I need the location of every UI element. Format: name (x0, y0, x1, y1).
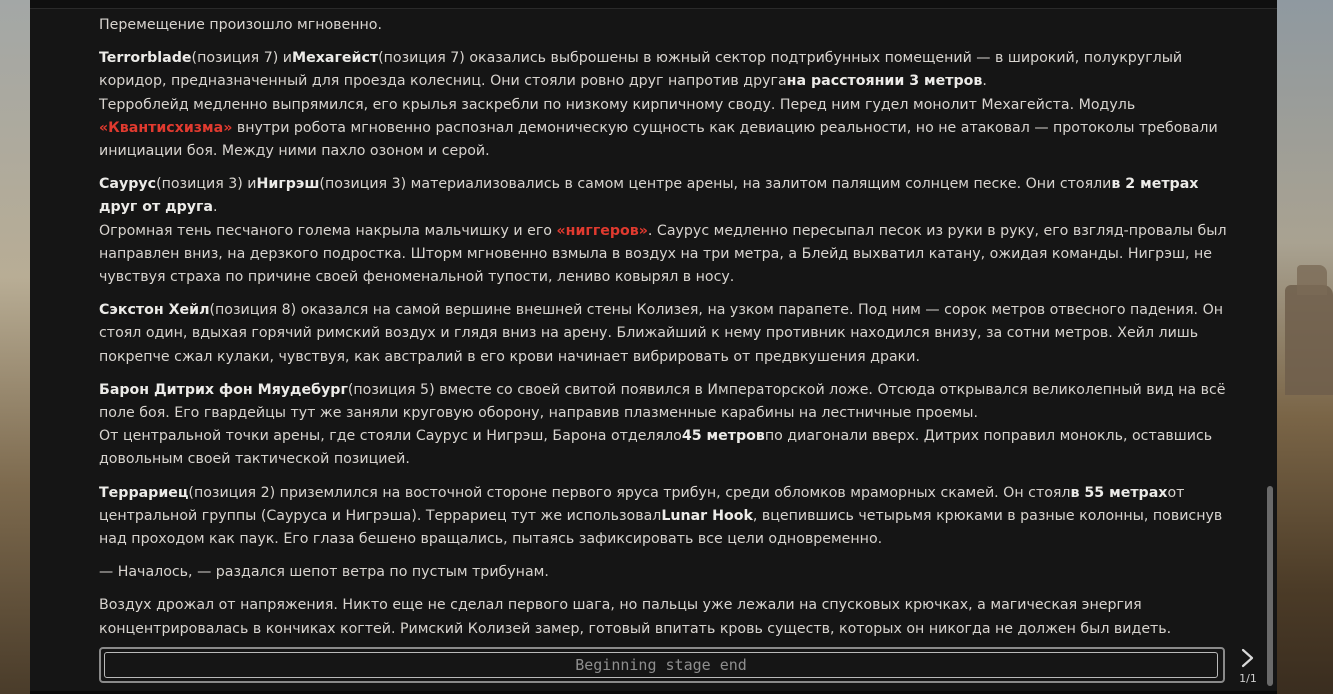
distance: в 2 метрах друг от друга (99, 176, 1199, 216)
chevron-right-icon (1239, 648, 1255, 668)
chat-panel (30, 0, 1277, 694)
scrollbar-thumb[interactable] (1267, 486, 1273, 686)
paragraph-6: — Началось, — раздался шепот ветра по пустым трибунам. (99, 564, 549, 581)
highlight-term: «ниггеров» (556, 222, 648, 239)
character-name: Террариец (99, 484, 189, 501)
paragraph-1: Terrorblade(позиция 7) иМехагейст(позиция 7) оказались выброшены в южный сектор подтрибунных помещений — в широкий, полукруглый коридор, предназначенный для проезда колесниц. Они стояли ровно друг напротив другана расстоянии 3 метров. Терроблейд медленно выпрямился, его крылья заскребли по низкому кирпичному своду. Перед ним гудел монолит Мехагейста. Модуль «Квантисхизма» внутри робота мгновенно распознал демоническую сущность как девиацию реальности, но не атаковал — протоколы требовали инициации боя. Между ними пахло озоном и серой. (99, 50, 1218, 160)
paragraph-2: Саурус(позиция 3) иНигрэш(позиция 3) материализовались в самом центре арены, на залитом палящим солнцем песке. Они стоялив 2 метрах друг от друга. Огромная тень песчаного голема накрыла мальчишку и его «ниггеров». Саурус медленно пересыпал песок из руки в руку, его взгляд-провалы был направлен вниз, на дерзкого подростка. Шторм мгновенно взмыла в воздух на три метра, а Блейд выхватил катану, ожидая команды. Нигрэш, не чувствуя страха по причине своей феноменальной тупости, лениво ковырял в носу. (99, 176, 1227, 286)
character-name: Terrorblade (99, 50, 192, 67)
character-name: Нигрэш (256, 176, 320, 193)
character-name: Барон Дитрих фон Мяудебург (99, 381, 348, 398)
next-button[interactable] (1233, 646, 1261, 670)
background-left (0, 0, 30, 694)
page-counter: 1/1 (1239, 672, 1257, 685)
paragraph-3: Сэкстон Хейл(позиция 8) оказался на самой вершине внешней стены Колизея, на узком парапете. Под ним — сорок метров отвесного падения. Он стоял один, вдыхая горячий римский воздух и глядя вниз на арену. Ближайший к нему противник находился внизу, за сотни метров. Хейл лишь покрепче сжал кулаки, чувствуя, как австралий в его крови начинает вибрировать от предвкушения драки. (99, 302, 1224, 365)
character-name: Сэкстон Хейл (99, 302, 210, 319)
story-text (99, 14, 1229, 651)
distance: на расстоянии 3 метров (786, 73, 983, 90)
highlight-term: «Квантисхизма» (99, 119, 233, 136)
background-rock-top (1297, 265, 1327, 295)
character-name: Саурус (99, 176, 157, 193)
paragraph-0: Перемещение произошло мгновенно. (99, 17, 382, 33)
message-input-wrapper (99, 647, 1225, 683)
top-bar (30, 0, 1277, 9)
item-name: Lunar Hook (661, 507, 753, 524)
paragraph-5: Террариец(позиция 2) приземлился на восточной стороне первого яруса трибун, среди обломков мраморных скамей. Он стоялв 55 метрахот центральной группы (Сауруса и Нигрэша). Террариец тут же использовалLunar Hook, вцепившись четырьмя крюками в разные колонны, повиснув над проходом как паук. Его глаза бешено вращались, пытаясь зафиксировать все цели одновременно. (99, 484, 1223, 548)
paragraph-4: Барон Дитрих фон Мяудебург(позиция 5) вместе со своей свитой появился в Императорской ложе. Отсюда открывался великолепный вид на всё поле боя. Его гвардейцы тут же заняли круговую оборону, направив плазменные карабины на лестничные проемы. От центральной точки арены, где стояли Саурус и Нигрэш, Барона отделяло45 метровпо диагонали вверх. Дитрих поправил монокль, оставшись довольным своей тактической позицией. (99, 381, 1226, 468)
character-name: Мехагейст (292, 50, 379, 67)
paragraph-7: Воздух дрожал от напряжения. Никто еще не сделал первого шага, но пальцы уже лежали на спусковых крючках, а магическая энергия концентрировалась в кончиках когтей. Римский Колизей замер, готовый впитать кровь существ, которых он никогда не должен был видеть. (99, 597, 1172, 637)
background-right (1277, 0, 1333, 694)
background-rock (1285, 285, 1333, 395)
distance: 45 метров (681, 428, 765, 445)
message-input[interactable] (104, 652, 1218, 678)
distance: в 55 метрах (1070, 484, 1168, 501)
